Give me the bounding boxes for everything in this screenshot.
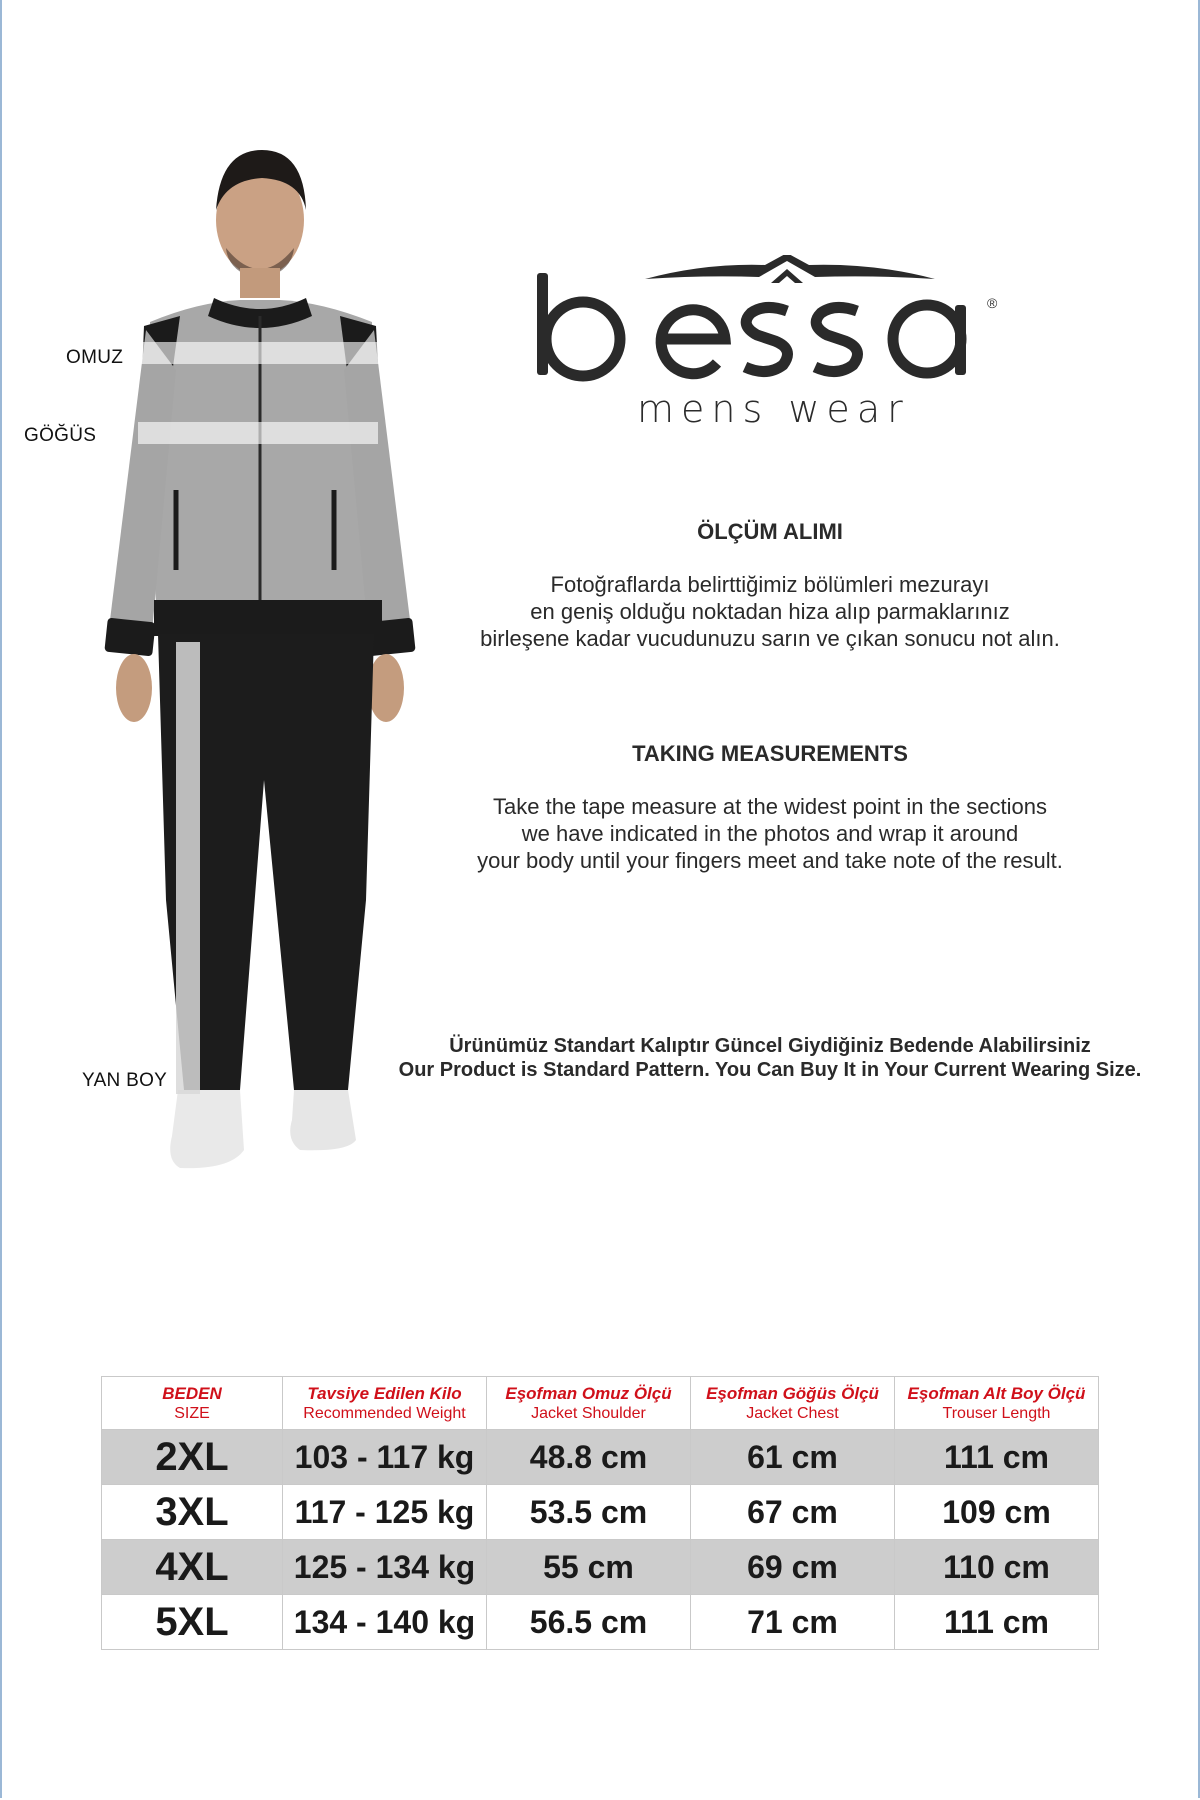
header-chest-en: Jacket Chest bbox=[746, 1404, 839, 1422]
label-gogus: GÖĞÜS bbox=[24, 425, 97, 446]
cell-weight: 125 - 134 kg bbox=[283, 1540, 487, 1595]
header-size bbox=[102, 1377, 283, 1430]
header-weight-tr: Tavsiye Edilen Kilo bbox=[307, 1383, 462, 1403]
header-weight bbox=[283, 1377, 487, 1430]
logo-tagline: mens wear bbox=[637, 387, 910, 431]
header-shoulder-en: Jacket Shoulder bbox=[531, 1404, 646, 1422]
english-line-2: we have indicated in the photos and wrap it around bbox=[521, 821, 1019, 846]
cell-chest: 67 cm bbox=[691, 1485, 895, 1540]
english-line-1: Take the tape measure at the widest point in the sections bbox=[493, 794, 1047, 819]
header-trouser-en: Trouser Length bbox=[942, 1404, 1051, 1422]
cell-chest: 69 cm bbox=[691, 1540, 895, 1595]
cell-trouser: 111 cm bbox=[895, 1430, 1099, 1485]
table-row bbox=[102, 1595, 1099, 1650]
cell-shoulder: 48.8 cm bbox=[487, 1430, 691, 1485]
size-table bbox=[101, 1376, 1099, 1650]
logo-wordmark bbox=[525, 255, 1005, 390]
header-trouser bbox=[895, 1377, 1099, 1430]
brand-logo bbox=[525, 255, 1005, 435]
cell-size: 2XL bbox=[102, 1430, 283, 1485]
cell-trouser: 109 cm bbox=[895, 1485, 1099, 1540]
header-shoulder bbox=[487, 1377, 691, 1430]
header-chest bbox=[691, 1377, 895, 1430]
cell-chest: 71 cm bbox=[691, 1595, 895, 1650]
standard-note-en: Our Product is Standard Pattern. You Can Buy It in Your Current Wearing Size. bbox=[398, 1059, 1142, 1081]
cell-shoulder: 56.5 cm bbox=[487, 1595, 691, 1650]
cell-size: 5XL bbox=[102, 1595, 283, 1650]
cell-shoulder: 53.5 cm bbox=[487, 1485, 691, 1540]
cell-weight: 117 - 125 kg bbox=[283, 1485, 487, 1540]
turkish-paragraph bbox=[420, 571, 1120, 652]
header-chest-tr: Eşofman Göğüs Ölçü bbox=[706, 1383, 879, 1403]
cell-weight: 134 - 140 kg bbox=[283, 1595, 487, 1650]
english-paragraph bbox=[420, 793, 1120, 874]
header-trouser-tr: Eşofman Alt Boy Ölçü bbox=[907, 1383, 1086, 1403]
turkish-line-2: en geniş olduğu noktadan hiza alıp parmaklarınız bbox=[530, 599, 1010, 624]
standard-pattern-note bbox=[370, 1034, 1170, 1082]
header-shoulder-tr: Eşofman Omuz Ölçü bbox=[505, 1383, 672, 1403]
header-weight-en: Recommended Weight bbox=[303, 1404, 466, 1422]
registered-mark: ® bbox=[987, 295, 998, 311]
cell-trouser: 110 cm bbox=[895, 1540, 1099, 1595]
table-row bbox=[102, 1540, 1099, 1595]
label-yan-boy: YAN BOY bbox=[82, 1070, 168, 1091]
header-size-tr: BEDEN bbox=[162, 1383, 222, 1403]
standard-note-tr: Ürünümüz Standart Kalıptır Güncel Giydiğiniz Bedende Alabilirsiniz bbox=[449, 1035, 1091, 1057]
cell-shoulder: 55 cm bbox=[487, 1540, 691, 1595]
cell-size: 3XL bbox=[102, 1485, 283, 1540]
label-omuz: OMUZ bbox=[66, 347, 124, 368]
english-heading: TAKING MEASUREMENTS bbox=[632, 741, 908, 766]
table-row bbox=[102, 1485, 1099, 1540]
turkish-heading: ÖLÇÜM ALIMI bbox=[697, 519, 843, 544]
header-size-en: SIZE bbox=[174, 1404, 210, 1422]
cell-chest: 61 cm bbox=[691, 1430, 895, 1485]
turkish-line-3: birleşene kadar vucudunuzu sarın ve çıkan sonucu not alın. bbox=[480, 626, 1060, 651]
cell-trouser: 111 cm bbox=[895, 1595, 1099, 1650]
english-line-3: your body until your fingers meet and take note of the result. bbox=[477, 848, 1063, 873]
table-header-row bbox=[102, 1377, 1099, 1430]
cell-weight: 103 - 117 kg bbox=[283, 1430, 487, 1485]
cell-size: 4XL bbox=[102, 1540, 283, 1595]
turkish-line-1: Fotoğraflarda belirttiğimiz bölümleri mezurayı bbox=[550, 572, 990, 597]
table-row bbox=[102, 1430, 1099, 1485]
